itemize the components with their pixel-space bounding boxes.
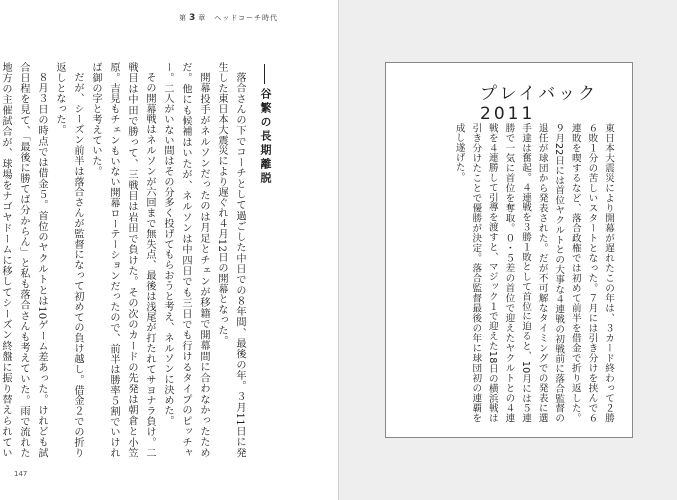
paragraph: 落合さんの下でコーチとして過ごした中日での８年間、最後の年。３月11日に発生した東日本大震災により遅ぐれ４月12日の開幕となった。 [216, 62, 245, 458]
chapter-title: ヘッドコーチ時代 [214, 14, 278, 22]
paragraph: 開幕投手がネルソンだったのは月足とチェンが移籍で開幕間に合わなかったためだ。他にも候補はいたが、ネルソンは中四日でも三日でも行けるタイプのピッチャー。二人がいない間はその分多く投げてもらおうと考え、ネルソンに決めた。 [162, 62, 209, 458]
page-number: 147 [14, 470, 28, 478]
box-text [398, 123, 616, 423]
playback-box [385, 62, 633, 438]
paragraph: 東日本大震災により開幕が遅れたこの年は、３カード終わって２勝６敗１分の苦しいスタートとなった。７月には引き分けを挟んで６連敗を喫するなど、落合政権では初めて前半を借金で折り返した。９月22日には首位ヤクルトとの大事な４連戦の初戦前に落合監督の退任が球団から発表された。だが不可解なタイミングでの発表に選手達は奮起。４連戦を３勝１敗として首位に迫ると、10月には５連勝で一気に首位を奪取。０・５差の首位で迎えたヤクルトとの４連戦を４連勝して引導を渡すと、マジック１で迎えた18日の横浜戦は引き分けたことで優勝が決定。落合監督最後の年に球団初の連覇を成し遂げた。 [453, 123, 614, 423]
paragraph: ８月３日の時点では借金５。首位のヤクルトとは10ゲーム差あった。けれども試合日程を見て、「最後に勝てば分からん」と私も落合さんも考えていた。雨で流れた地方の主催試合が、球場をナゴヤドームに移してシーズン終盤に振り替えられてい [0, 62, 47, 458]
section-title [257, 62, 273, 222]
chapter-prefix: 第 [179, 14, 187, 22]
running-head [179, 13, 278, 23]
paragraph: その開幕戦はネルソンが六回まで無失点、最後は浅尾が打たれてサヨナラ負け。二戦目は中田で勝って、三戦目は岩田で負けた。その次のカードの先発は朝倉と小笠原。吉見もチェンもいない開幕ローテーションだったので、前半は勝率５割でいければ御の字と考えていた。 [90, 62, 155, 458]
paragraph: だが、シーズン前半は落合さんが監督になって初めての負け越し。借金２での折り返しとなった。 [54, 62, 83, 458]
chapter-number: 3 [189, 13, 197, 23]
chapter-suffix: 章 [198, 14, 207, 22]
box-title: プレイバック2011 [480, 84, 599, 124]
body-text [0, 62, 248, 458]
section-title-text: 谷繁の長期離脱 [259, 88, 272, 186]
right-page [339, 0, 677, 500]
